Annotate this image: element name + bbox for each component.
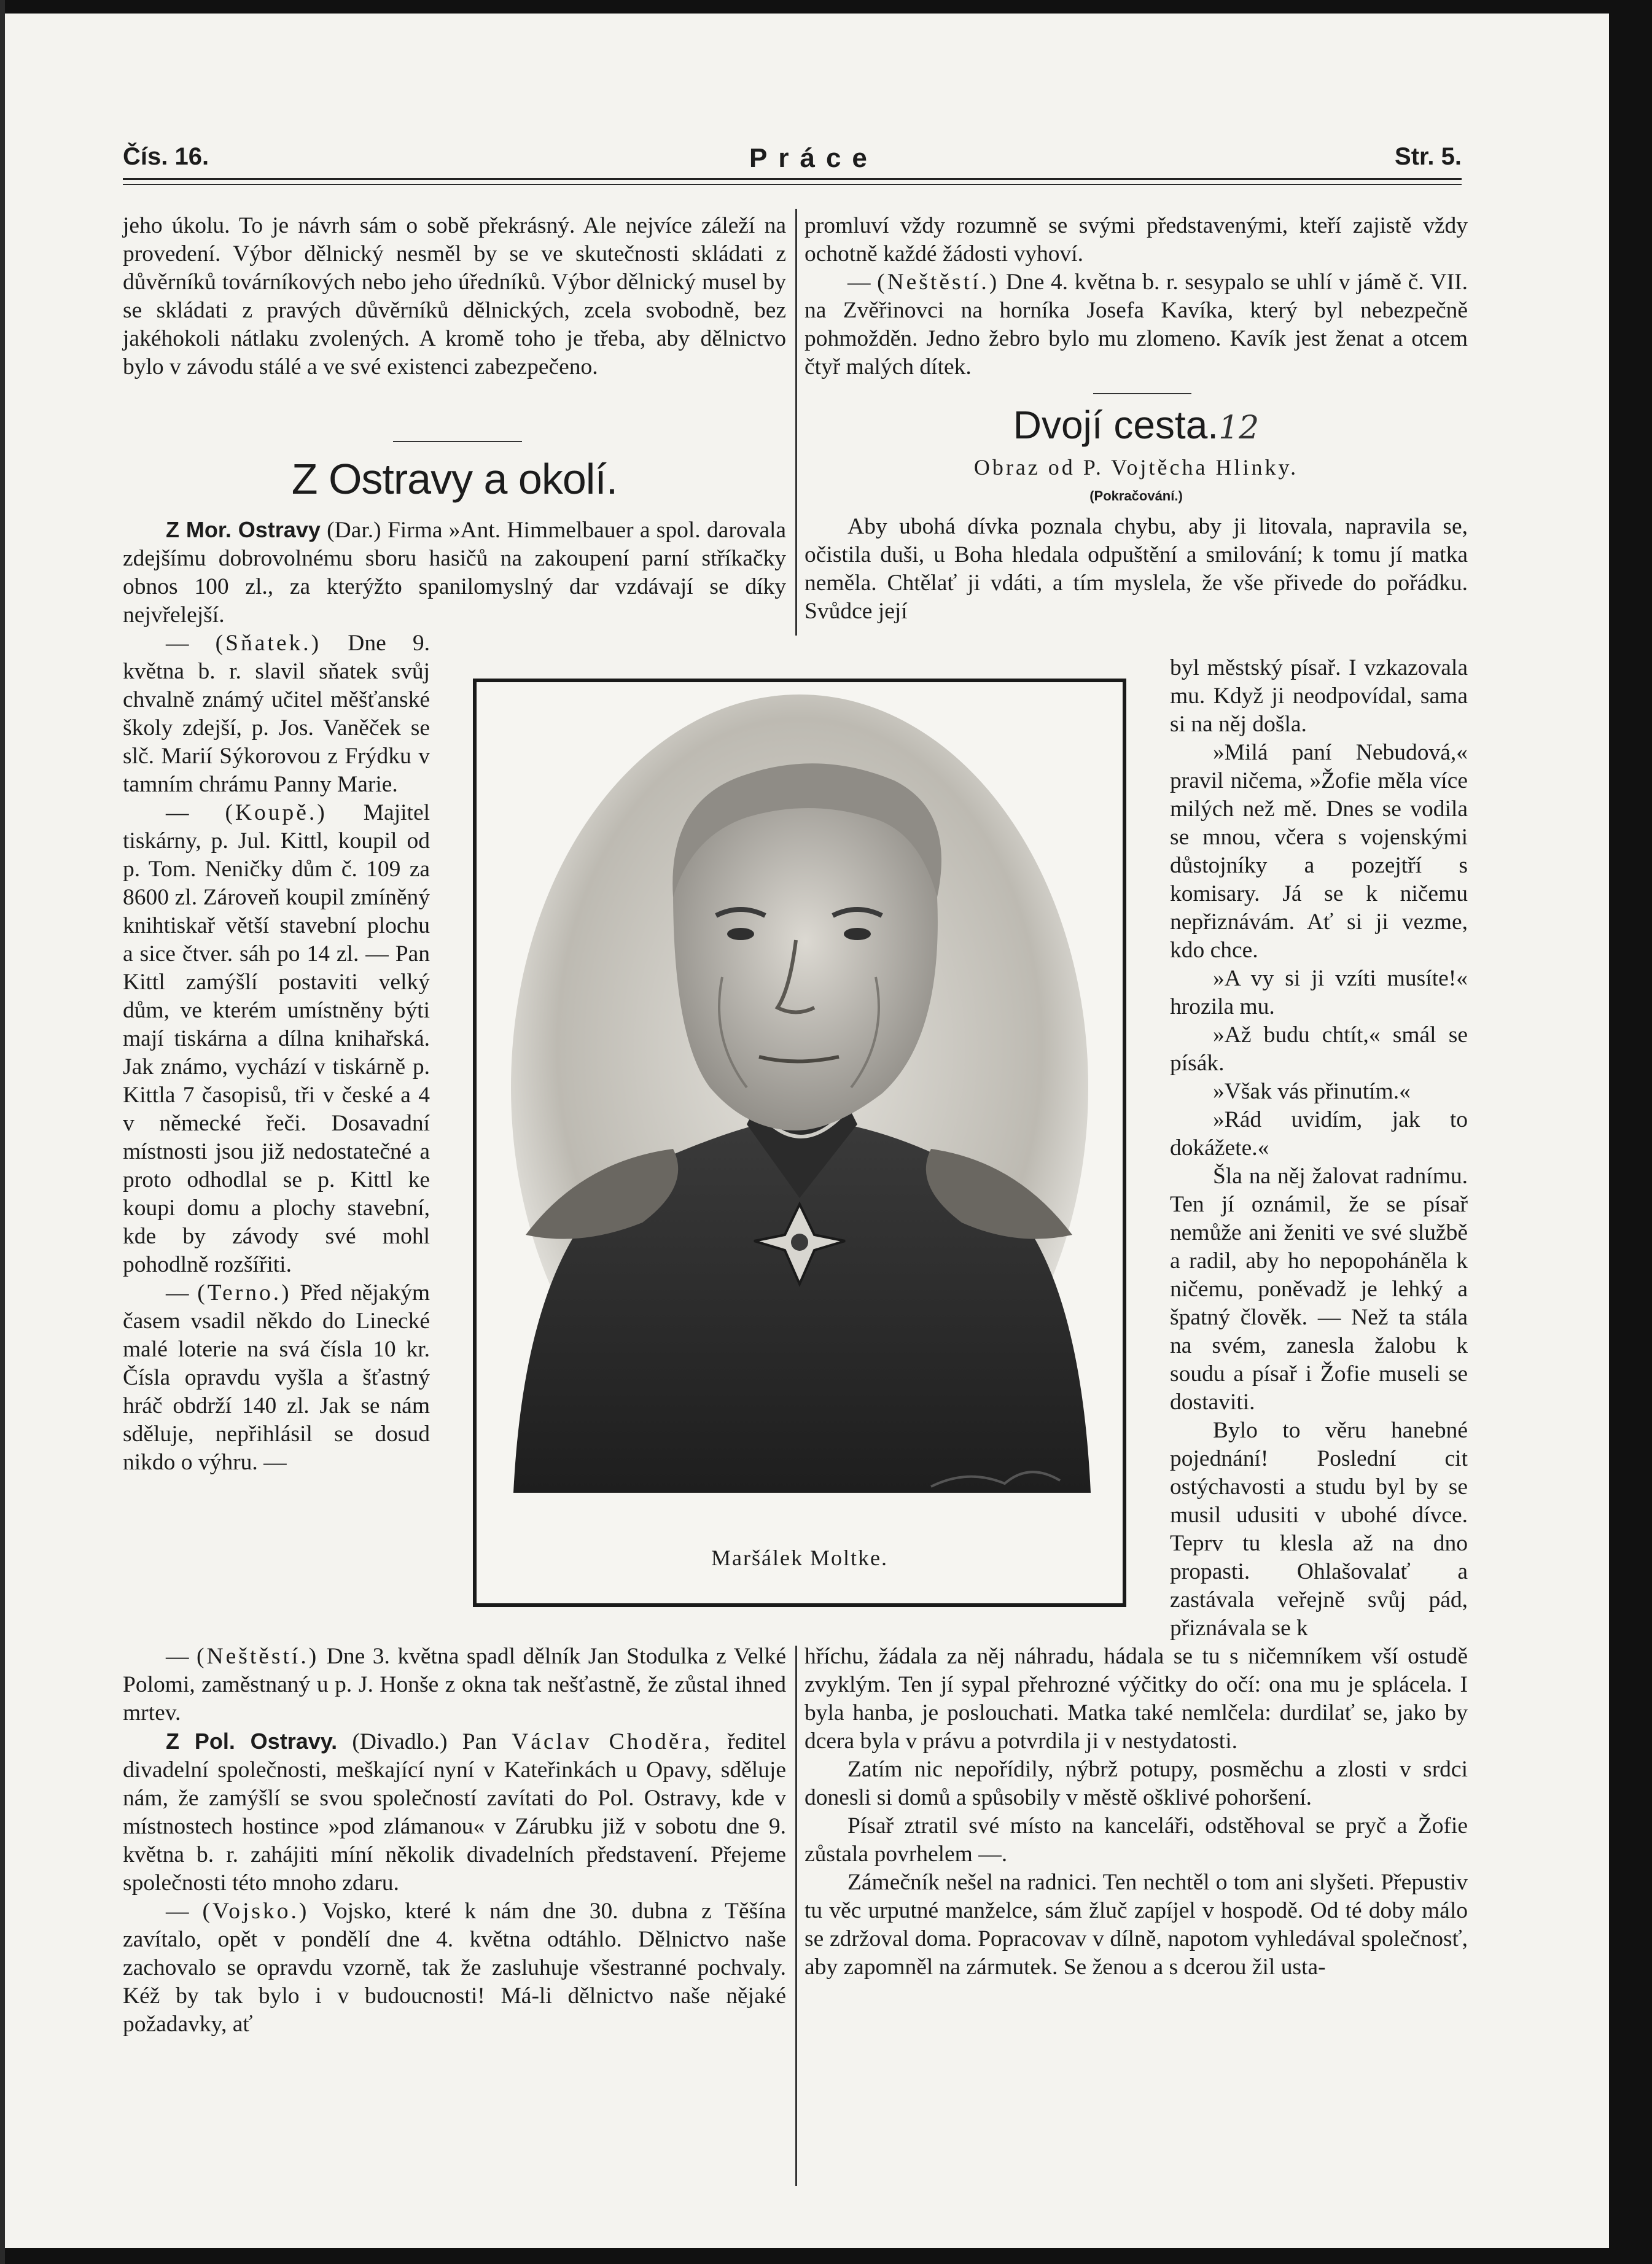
paragraph: — (Vojsko.) Vojsko, které k nám dne 30. dubna z Těšína zavítalo, opět v pondělí dne 4. května odtáhlo. Dělnictvo naše zachovalo se opravdu vzorně, tak že zasluhuje všestranné pochvaly. Kéž by tak bylo i v budoucnosti! Má-li dělnictvo naše nějaké požadavky, ať (123, 1899, 787, 2037)
paragraph: »Až budu chtít,« smál se písák. (1170, 1022, 1468, 1076)
separator-rule (1093, 393, 1191, 394)
paragraph-text: Pan (462, 1729, 497, 1754)
topic-tag: (Divadlo.) (352, 1729, 448, 1754)
page-header (123, 138, 1462, 181)
paragraph: »Rád uvidím, jak to dokážete.« (1170, 1107, 1468, 1161)
paragraph: »Milá paní Nebudová,« pravil ničema, »Žofie měla více milých než mě. Dnes se vodila se mnou, včera s vojenskými důstojníky a pozejtří s komisary. Já se k ničemu nepřiznávám. Ať si ji vezme, kdo chce. (1170, 740, 1468, 963)
paragraph: Písař ztratil své místo na kanceláři, odstěhoval se pryč a Žofie zůstala povrhelem —. (805, 1813, 1468, 1867)
portrait-figure (473, 679, 1126, 1607)
paragraph: jeho úkolu. To je návrh sám o sobě překrásný. Ale nejvíce záleží na provedení. Výbor dělnický nesměl by se ve skutečnosti skládati z důvěrníků továrníkových nebo jeho úředníků. Výbor dělnický musel by se skládati z pravých důvěrníků dělnických, zcela svobodně, bez jakéhokoli nátlaku zvolených. A kromě toho je třeba, aby dělnictvo bylo v závodu stálé a ve své existenci zabezpečeno. (123, 213, 786, 379)
paragraph: Šla na něj žalovat radnímu. Ten jí oznámil, že se písař nemůže ani ženiti ve své službě a radil, aby ho nepopoháněla k ničemu, poněvadž je lehký a špatný člověk. — Než ta stála na svém, zanesla žalobu k soudu a písař i Žofie museli se dostaviti. (1170, 1164, 1468, 1415)
story-byline: Obraz od P. Vojtěcha Hlinky. (973, 455, 1299, 480)
paragraph: »A vy si ji vzíti musíte!« hrozila mu. (1170, 966, 1468, 1019)
header-rule-bottom (123, 184, 1462, 185)
article-left-top (123, 212, 786, 381)
continued-note: (Pokračování.) (1089, 488, 1183, 504)
topic-tag: (Sňatek.) (215, 631, 322, 656)
article-right-top (805, 212, 1468, 381)
story-title-text: Dvojí cesta. (1013, 403, 1219, 447)
paragraph-text: Majitel tiskárny, p. Jul. Kittl, koupil od p. Tom. Neničky dům č. 109 za 8600 zl. Zároveň koupil zmíněný knihtiskař větší stavební plochu a sice čtver. sáh po 14 zl. — Pan Kittl zamýšlí postaviti velký dům, ve kterém umístněny býti mají tiskárna a dílna knihařská. Jak známo, vychází v tiskárně p. Kittla 7 časopisů, tři v české a 4 v německé řeči. Dosavadní místnosti jsou již nedostatečné a proto odhodlal se p. Kittl ke koupi domu a plochy stavební, kde by závody své mohl pohodlně rozšířiti. (123, 800, 431, 1277)
paragraph: promluví vždy rozumně se svými představenými, kteří zajistě vždy ochotně každé žádosti vyhoví. (805, 213, 1468, 266)
paragraph: Aby ubohá dívka poznala chybu, aby ji litovala, napravila se, očistila duši, u Boha hledala odpuštění a smilování; k tomu jí matka neměla. Chtělať ji vdáti, a tím myslela, že vše přivede do pořádku. Svůdce její (805, 514, 1468, 624)
paragraph: — (Terno.) Před nějakým časem vsadil někdo do Linecké malé loterie na svá čísla 10 kr. Čísla opravdu vyšla a šťastný hráč obdrží 140 zl. Jak se nám sděluje, nepřihlásil se dosud nikdo o výhru. — (123, 1280, 430, 1475)
paragraph-text: Dne 9. května b. r. slavil sňatek svůj chvalně známý učitel měšťanské školy zdejší, p. Jos. Vaněček se slč. Marií Sýkorovou z Frýdku v tamním chrámu Panny Marie. (123, 631, 430, 797)
newspaper-title: Práce (749, 143, 878, 173)
paragraph-text: Dne 3. května spadl dělník Jan Stodulka z Velké Polomi, zaměstnaný u p. J. Honše z okna tak nešťastně, že zůstal ihned mrtev. (123, 1644, 787, 1725)
topic-tag: (Terno.) (197, 1280, 292, 1305)
paragraph: — (Neštěstí.) Dne 4. května b. r. sesypalo se uhlí v jámě č. VII. na Zvěřinovci na horníka Josefa Kavíka, který byl nebezpečně pohmožděn. Jedno žebro bylo mu zlomeno. Kavík jest ženat a otcem čtyř malých dítek. (805, 270, 1468, 379)
handwritten-mark: 12 (1218, 410, 1260, 446)
story-intro (805, 513, 1468, 626)
figure-caption: Maršálek Moltke. (711, 1546, 888, 1570)
topic-tag: (Koupě.) (225, 800, 327, 825)
place-label: Z Mor. Ostravy (166, 517, 321, 542)
column-divider-bottom (795, 1646, 797, 2186)
article-himmelbauer (123, 516, 786, 629)
page-number: Str. 5. (1395, 143, 1462, 170)
paragraph-text: Dne 4. května b. r. sesypalo se uhlí v jámě č. VII. na Zvěřinovci na horníka Josefa Kavíka, který byl nebezpečně pohmožděn. Jedno žebro bylo mu zlomeno. Kavík jest ženat a otcem čtyř malých dítek. (805, 270, 1468, 379)
issue-number: Čís. 16. (123, 143, 209, 170)
scan-border-right (1609, 0, 1652, 2264)
paragraph (123, 516, 786, 629)
topic-tag: (Neštěstí.) (197, 1644, 319, 1669)
article-left-bottom (123, 1643, 786, 2039)
portrait-illustration (489, 694, 1110, 1542)
place-label: Z Pol. Ostravy. (166, 1729, 338, 1754)
paragraph: Zatím nic nepořídily, nýbrž potupy, posměchu a zlosti v srdci donesli si domů a spůsobily v městě ošklivé pohoršení. (805, 1757, 1468, 1810)
paragraph-text: Před nějakým časem vsadil někdo do Linecké malé loterie na svá čísla 10 kr. Čísla opravdu vyšla a šťastný hráč obdrží 140 zl. Jak se nám sděluje, nepřihlásil se dosud nikdo o výhru. — (123, 1280, 430, 1475)
paragraph: »Však vás přinutím.« (1213, 1079, 1411, 1104)
topic-tag: (Vojsko.) (202, 1899, 310, 1924)
scan-border-left (0, 0, 5, 2264)
paragraph-text: Vojsko, které k nám dne 30. dubna z Těšína zavítalo, opět v pondělí dne 4. května odtáhlo. Dělnictvo naše zachovalo se opravdu vzorně, tak že zasluhuje všestranné pochvaly. Kéž by tak bylo i v budoucnosti! Má-li dělnictvo naše nějaké požadavky, ať (123, 1899, 787, 2037)
separator-rule (393, 441, 522, 442)
paragraph: hříchu, žádala za něj náhradu, hádala se tu s ničemníkem vší ostudě zvyklým. Ten jí sypal přehrozné výčitky do očí: ona mu je splácela. I byla hanba, je poslouchati. Matka také nemlčela: durdilať se, jako by dcera byla v právu a potvrdila ji v nestydatosti. (805, 1644, 1468, 1754)
paragraph: — (Koupě.) Majitel tiskárny, p. Jul. Kittl, koupil od p. Tom. Neničky dům č. 109 za 8600 zl. Zároveň koupil zmíněný knihtiskař větší stavební plochu a sice čtver. sáh po 14 zl. — Pan Kittl zamýšlí postaviti velký dům, ve kterém umístněny býti mají tiskárna a dílna knihařská. Jak známo, vychází v tiskárně p. Kittla 7 časopisů, tři v české a 4 v německé řeči. Dosavadní místnosti jsou již nedostatečné a proto odhodlal se p. Kittl ke koupi domu a plochy stavební, kde by závody své mohl pohodlně rozšířiti. (123, 800, 431, 1277)
paragraph: — (Neštěstí.) Dne 3. května spadl dělník Jan Stodulka z Velké Polomi, zaměstnaný u p. J. Honše z okna tak nešťastně, že zůstal ihned mrtev. (123, 1644, 787, 1725)
article-left-narrow (123, 629, 430, 1477)
header-rule-top (123, 178, 1462, 180)
section-heading: Z Ostravy a okolí. (291, 455, 618, 503)
story-right-bottom (805, 1643, 1468, 1982)
story-title (805, 402, 1468, 448)
paragraph-text: ředitel divadelní společnosti, meškající nyní v Kateřinkách u Opavy, sděluje nám, že zamýšlí se svou společností zavítati do Pol. Ostravy, kde v místnostech hostince »pod zlámanou« v Zárubku již v sobotu dne 9. května b. r. zahájiti míní několik divadelních představení. Přejeme společnosti této mnoho zdaru. (123, 1729, 787, 1896)
topic-tag: (Dar.) (327, 518, 381, 543)
column-divider-top (795, 209, 797, 636)
story-right-narrow (1170, 654, 1468, 1643)
paragraph: byl městský písař. I vzkazovala mu. Když ji neodpovídal, sama si na něj došla. (1170, 655, 1468, 737)
scan-border-bottom (0, 2248, 1652, 2264)
paragraph: Bylo to věru hanebné pojednání! Poslední cit ostýchavosti a studu byl by se musil udusiti v ubohé dívce. Teprv tu klesla až na dno propasti. Ohlašovalať a zastávala veřejně svůj pád, přiznávala se k (1170, 1418, 1468, 1641)
person-name: Václav Choděra, (512, 1729, 712, 1754)
paragraph-text: Firma »Ant. Himmelbauer a spol. darovala zdejšímu dobrovolnému sboru hasičů na zakoupení parní stříkačky obnos 100 zl., za kterýžto spanilomyslný dar vzdávají se díky nejvřelejší. (123, 518, 787, 628)
paragraph (123, 1727, 786, 1897)
topic-tag: (Neštěstí.) (877, 270, 1000, 295)
paragraph: Zámečník nešel na radnici. Ten nechtěl o tom ani slyšeti. Přepustiv tu věc urputné manželce, sám žluč zapíjel v hospodě. Od té doby málo se zdržoval doma. Popracovav v dílně, napotom vyhledával společnosť, aby zapomněl na zármutek. Se ženou a s dcerou žil usta- (805, 1870, 1468, 1980)
paragraph: — (Sňatek.) Dne 9. května b. r. slavil sňatek svůj chvalně známý učitel měšťanské školy zdejší, p. Jos. Vaněček se slč. Marií Sýkorovou z Frýdku v tamním chrámu Panny Marie. (123, 631, 430, 797)
scan-border-top (0, 0, 1652, 14)
